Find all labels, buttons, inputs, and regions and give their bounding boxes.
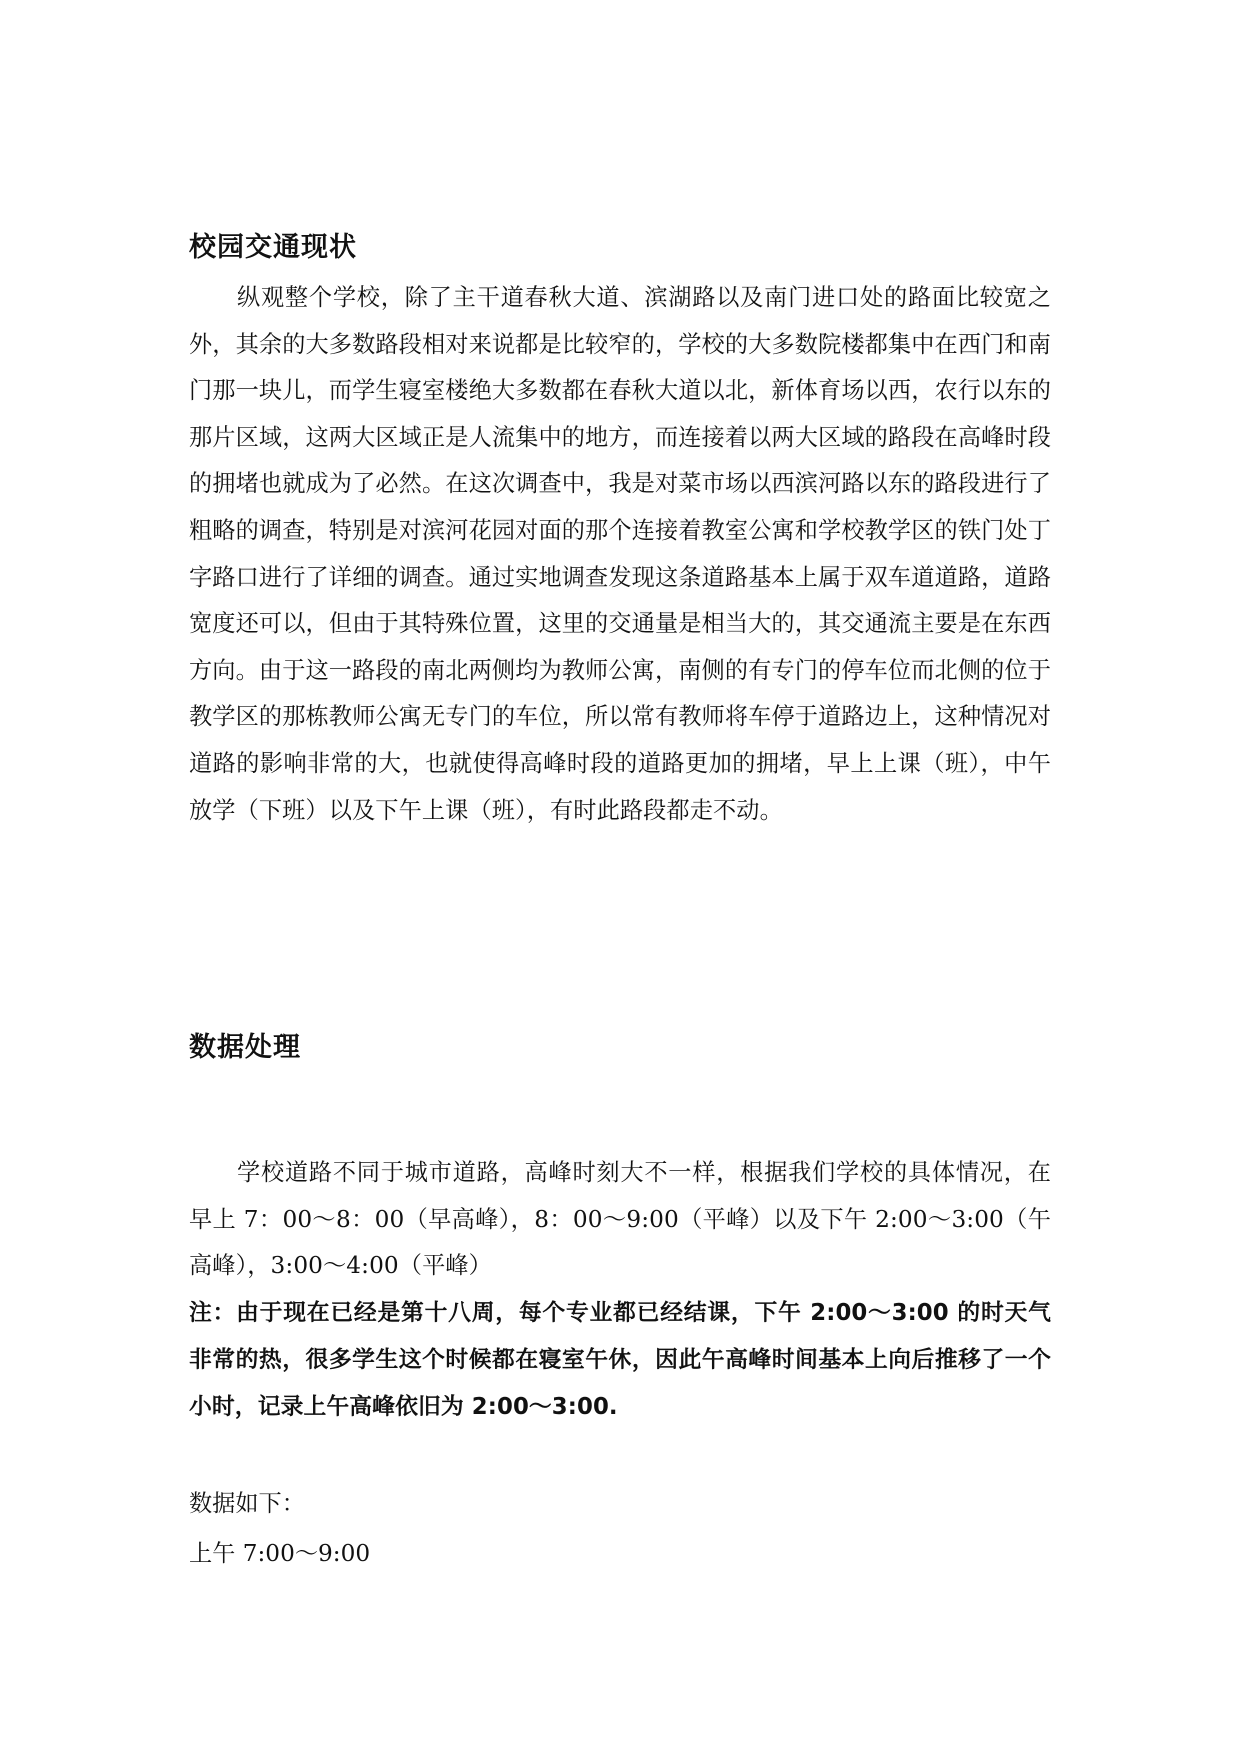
peak-hours-paragraph: 学校道路不同于城市道路，高峰时刻大不一样，根据我们学校的具体情况，在早上 7：00～8：00（早高峰），8：00～9:00（平峰）以及下午 2:00～3:00（午高峰），3:00～4:00（平峰） xyxy=(189,1159,1051,1280)
time-range-label: 上午 7:00～9:00 xyxy=(189,1540,371,1567)
data-intro-label: 数据如下： xyxy=(189,1490,305,1517)
section-title-data-processing: 数据处理 xyxy=(189,1032,301,1063)
campus-traffic-paragraph: 纵观整个学校，除了主干道春秋大道、滨湖路以及南门进口处的路面比较宽之外，其余的大多数路段相对来说都是比较窄的，学校的大多数院楼都集中在西门和南门那一块儿，而学生寝室楼绝大多数都在春秋大道以北，新体育场以西，农行以东的那片区域，这两大区域正是人流集中的地方，而连接着以两大区域的路段在高峰时段的拥堵也就成为了必然。在这次调查中，我是对菜市场以西滨河路以东的路段进行了粗略的调查，特别是对滨河花园对面的那个连接着教室公寓和学校教学区的铁门处丁字路口进行了详细的调查。通过实地调查发现这条道路基本上属于双车道道路，道路宽度还可以，但由于其特殊位置，这里的交通量是相当大的，其交通流主要是在东西方向。由于这一路段的南北两侧均为教师公寓，南侧的有专门的停车位而北侧的位于教学区的那栋教师公寓无专门的车位，所以常有教师将车停于道路边上，这种情况对道路的影响非常的大，也就使得高峰时段的道路更加的拥堵，早上上课（班），中午放学（下班）以及下午上课（班），有时此路段都走不动。 xyxy=(189,284,1051,824)
note-paragraph: 注：由于现在已经是第十八周，每个专业都已经结课，下午 2:00～3:00 的时天气非常的热，很多学生这个时候都在寝室午休，因此午高峰时间基本上向后推移了一个小时，记录上午高峰依旧为 2:00～3:00. xyxy=(189,1300,1051,1420)
section-title-campus-traffic: 校园交通现状 xyxy=(189,232,357,263)
